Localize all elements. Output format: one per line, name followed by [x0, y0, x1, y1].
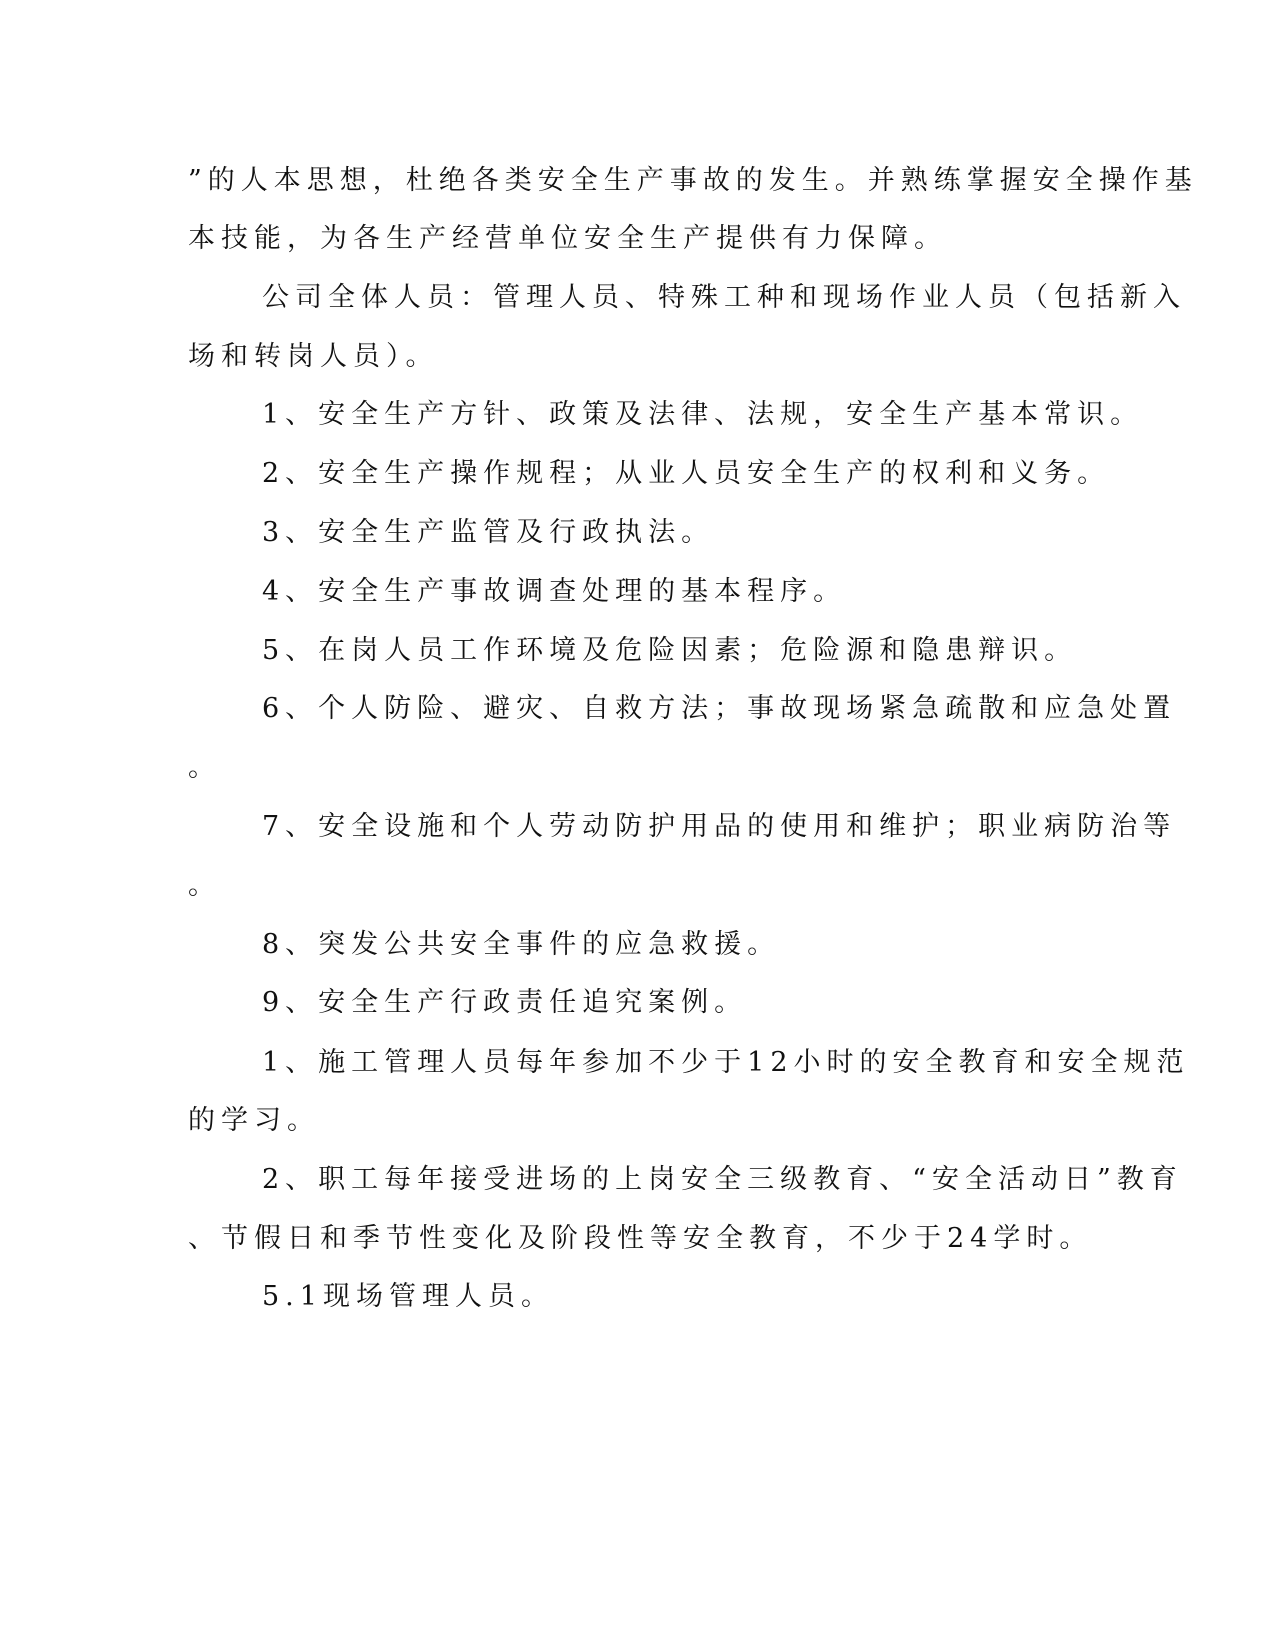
paragraph-line: ”的人本思想，杜绝各类安全生产事故的发生。并熟练掌握安全操作基 [188, 165, 1198, 196]
paragraph-line: 本技能，为各生产经营单位安全生产提供有力保障。 [188, 223, 947, 254]
list-item: 4、安全生产事故调查处理的基本程序。 [262, 576, 847, 607]
list-item: 1、施工管理人员每年参加不少于12小时的安全教育和安全规范 [262, 1047, 1190, 1078]
list-item: 1、安全生产方针、政策及法律、法规，安全生产基本常识。 [262, 399, 1144, 430]
list-item: 7、安全设施和个人劳动防护用品的使用和维护；职业病防治等 [262, 811, 1177, 842]
list-item: 2、职工每年接受进场的上岗安全三级教育、“安全活动日”教育 [262, 1164, 1183, 1195]
list-item: 3、安全生产监管及行政执法。 [262, 517, 715, 548]
list-item: 9、安全生产行政责任追究案例。 [262, 987, 748, 1018]
paragraph-line: 、节假日和季节性变化及阶段性等安全教育，不少于24学时。 [188, 1223, 1093, 1254]
paragraph-line: 公司全体人员：管理人员、特殊工种和现场作业人员（包括新入 [262, 282, 1186, 313]
paragraph-line: 。 [188, 752, 221, 783]
section-heading: 5.1现场管理人员。 [262, 1281, 554, 1312]
list-item: 5、在岗人员工作环境及危险因素；危险源和隐患辩识。 [262, 635, 1078, 666]
list-item: 6、个人防险、避灾、自救方法；事故现场紧急疏散和应急处置 [262, 693, 1177, 724]
paragraph-line: 的学习。 [188, 1105, 320, 1136]
paragraph-line: 。 [188, 870, 221, 901]
paragraph-line: 场和转岗人员）。 [188, 341, 439, 372]
list-item: 8、突发公共安全事件的应急救援。 [262, 929, 781, 960]
list-item: 2、安全生产操作规程；从业人员安全生产的权利和义务。 [262, 458, 1111, 489]
